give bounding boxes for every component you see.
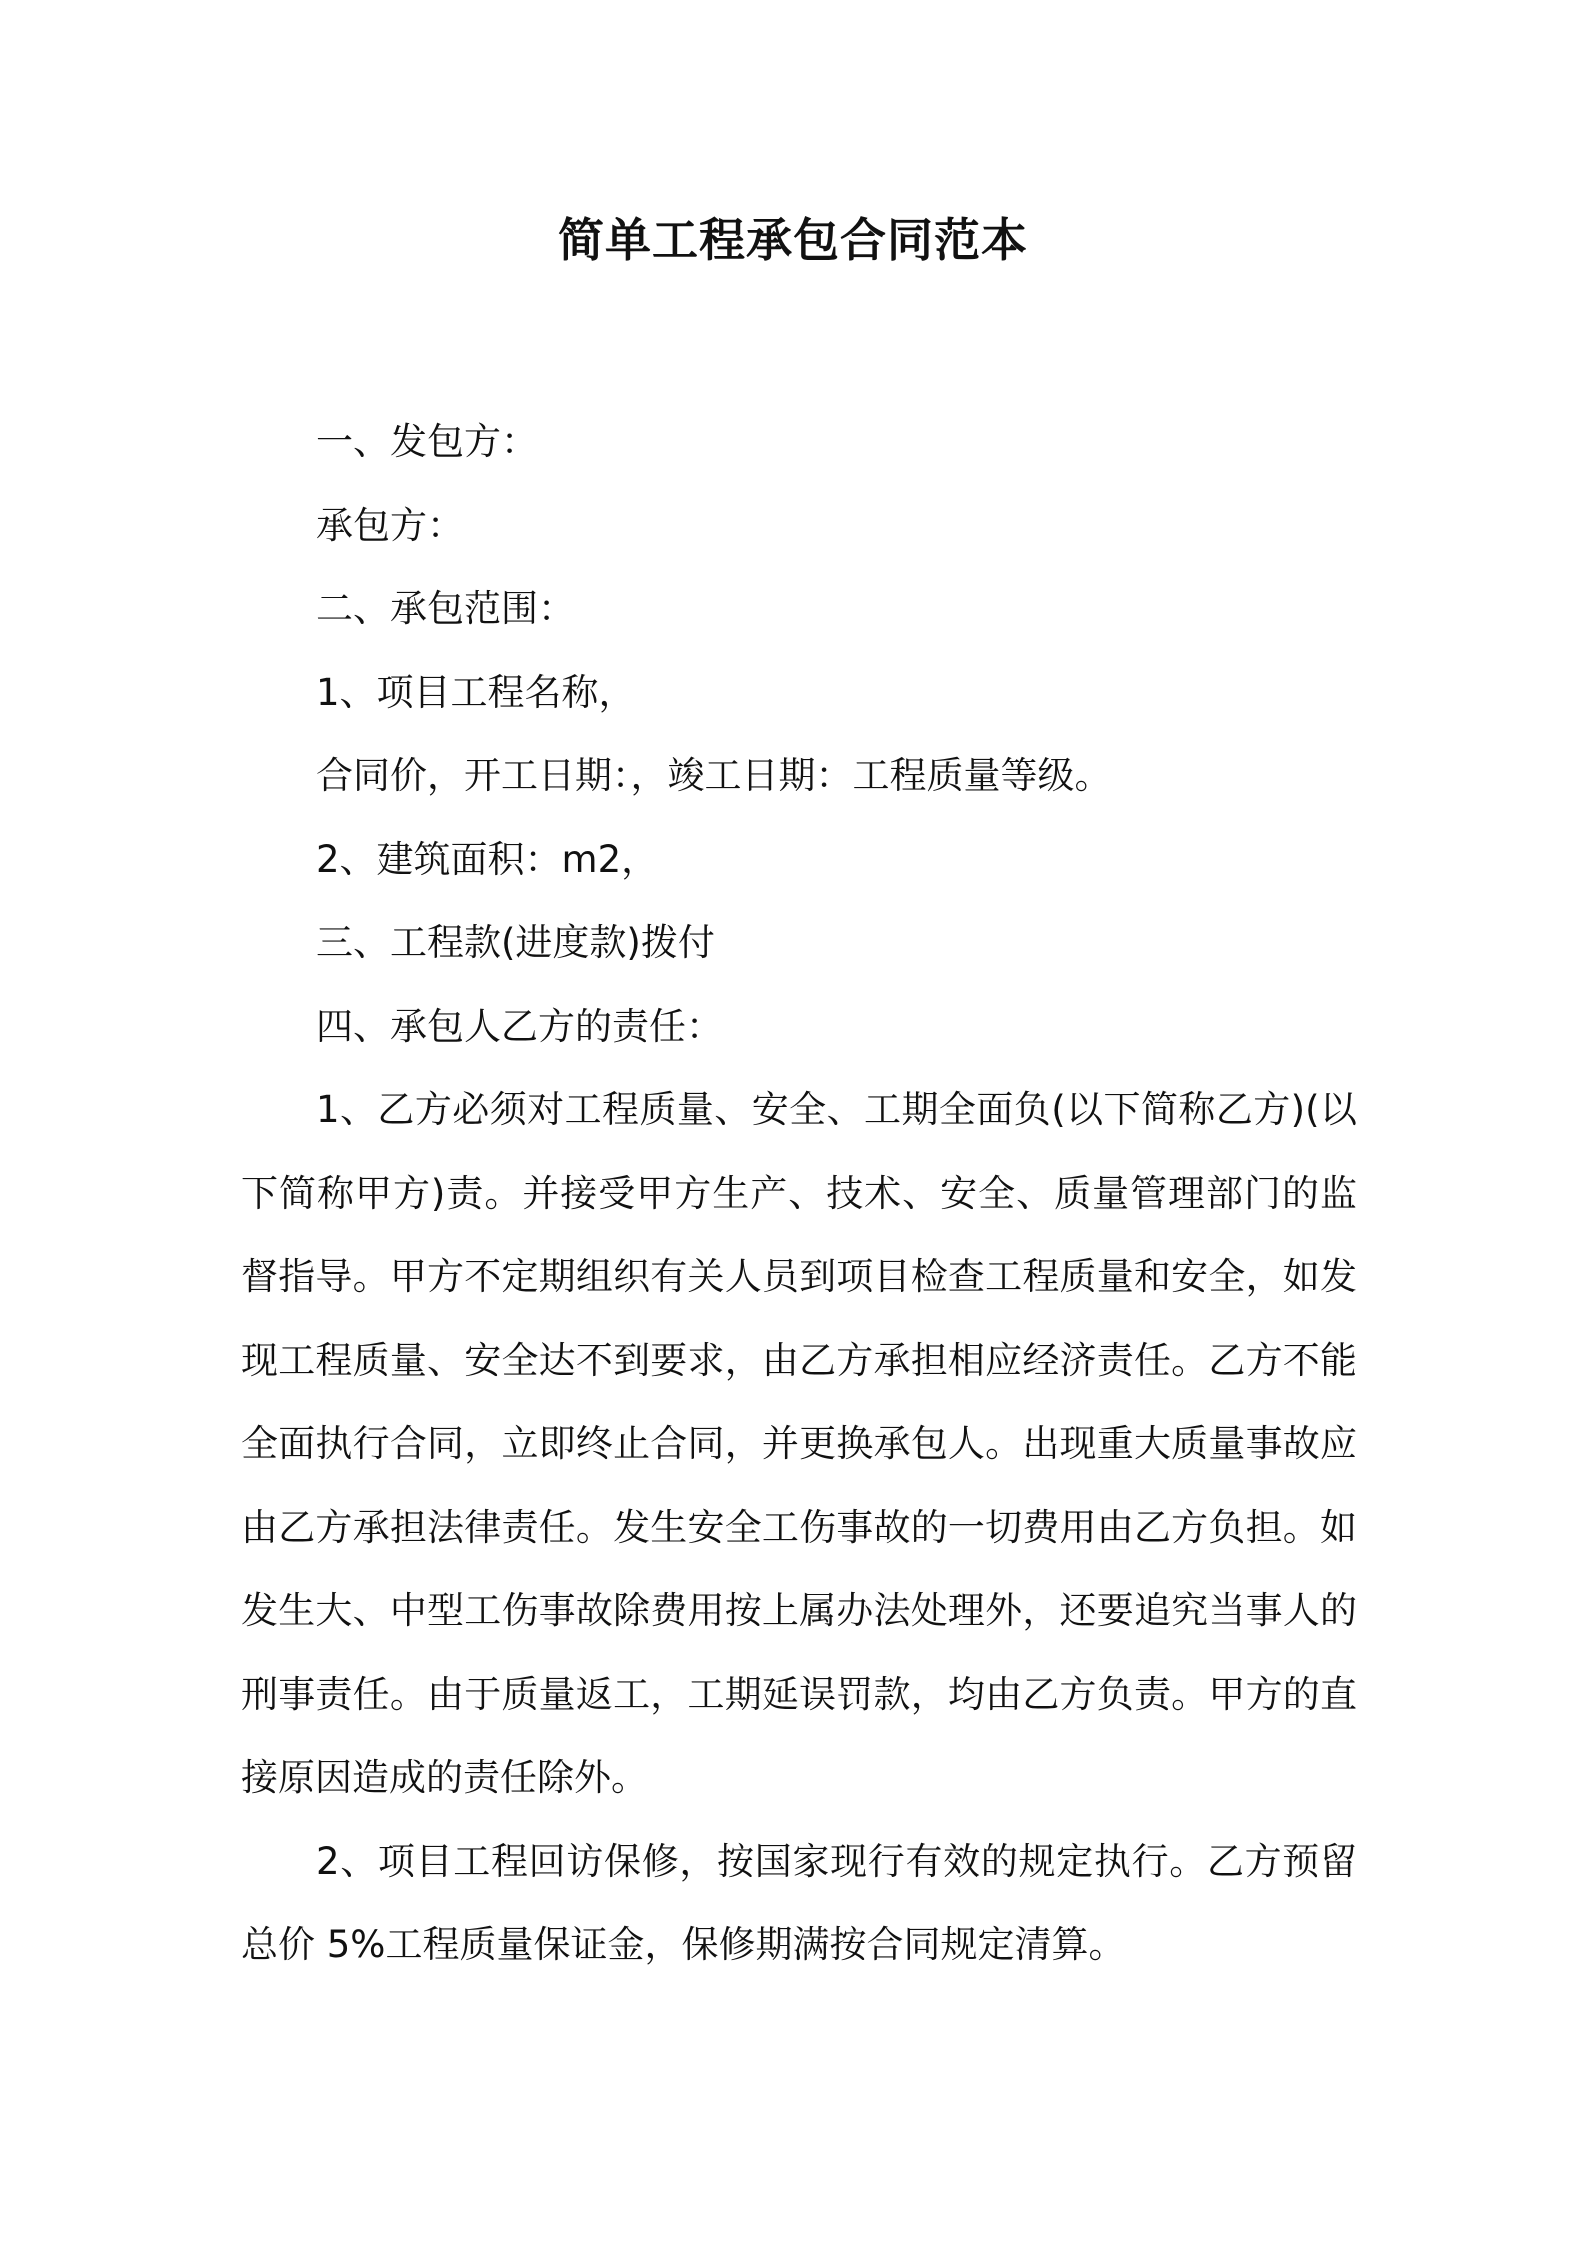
building-area-line: 2、建筑面积：m2， [316, 837, 659, 881]
section-2-scope: 二、承包范围： [316, 587, 575, 630]
responsibility-clause-1: 1、乙方必须对工程质量、安全、工期全面负(以下简称乙方)(以下简称甲方)责。并接受甲方生产、技术、安全、质量管理部门的监督指导。甲方不定期组织有关人员到项目检查工程质量和安全，如发现工程质量、安全达不到要求，由乙方承担相应经济责任。乙方不能全面执行合同，立即终止合同，并更换承包人。出现重大质量事故应由乙方承担法律责任。发生安全工伤事故的一切费用由乙方负担。如发生大、中型工伤事故除费用按上属办法处理外，还要追究当事人的刑事责任。由于质量返工，工期延误罚款，均由乙方负责。甲方的直接原因造成的责任除外。 [241, 1088, 1357, 1799]
document-body [241, 400, 1357, 1987]
document-title: 简单工程承包合同范本 [558, 213, 1028, 267]
section-4-responsibilities: 四、承包人乙方的责任： [316, 1004, 723, 1048]
section-1-issuer: 一、发包方： [316, 420, 538, 463]
section-3-payment: 三、工程款(进度款)拨付 [316, 921, 715, 964]
responsibility-clause-2: 2、项目工程回访保修，按国家现行有效的规定执行。乙方预留总价 5%工程质量保证金，保修期满按合同规定清算。 [241, 1839, 1357, 1966]
project-name-line: 1、项目工程名称， [316, 670, 636, 714]
contractor-line: 承包方： [316, 503, 464, 547]
contract-price-line: 合同价，开工日期：，竣工日期：工程质量等级。 [316, 754, 1112, 797]
